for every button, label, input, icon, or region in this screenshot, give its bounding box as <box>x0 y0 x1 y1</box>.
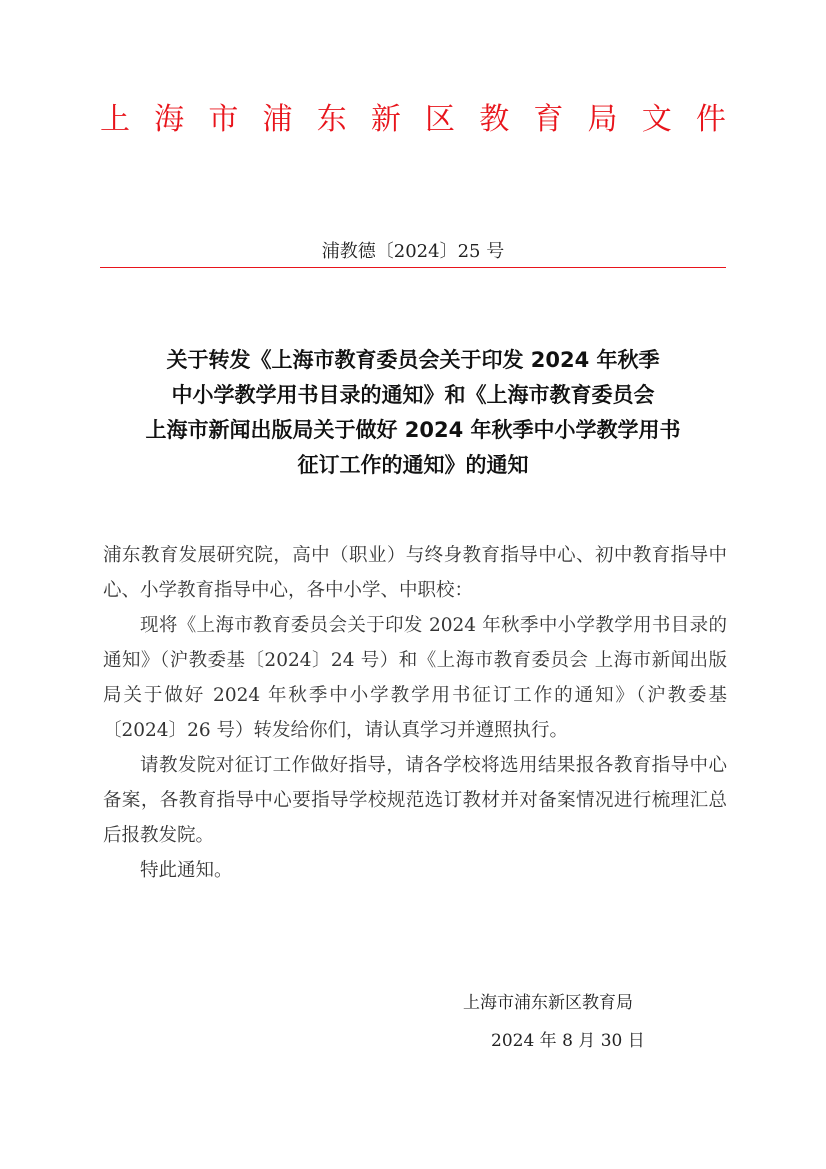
masthead-char: 教 <box>479 102 510 137</box>
masthead-char: 上 <box>100 102 130 137</box>
masthead-char: 海 <box>154 102 185 137</box>
signature-date: 2024 年 8 月 30 日 <box>491 1031 645 1051</box>
document-title <box>80 343 746 483</box>
addressee: 浦东教育发展研究院，高中（职业）与终身教育指导中心、初中教育指导中心、小学教育指导中心，各中小学、中职校： <box>103 545 727 601</box>
signature-organization: 上海市浦东新区教育局 <box>463 993 633 1013</box>
masthead-char: 育 <box>533 102 564 137</box>
title-line: 关于转发《上海市教育委员会关于印发 2024 年秋季 <box>166 348 660 372</box>
masthead-char: 东 <box>316 102 347 137</box>
masthead-char: 市 <box>208 102 239 137</box>
title-line: 上海市新闻出版局关于做好 2024 年秋季中小学教学用书 <box>145 418 681 442</box>
document-body <box>103 538 727 888</box>
closing-remark: 特此通知。 <box>140 860 233 881</box>
body-paragraph: 现将《上海市教育委员会关于印发 2024 年秋季中小学教学用书目录的通知》（沪教委基〔2024〕24 号）和《上海市教育委员会 上海市新闻出版局关于做好 2024 年秋季中小学教学用书征订工作的通知》（沪教委基〔2024〕26 号）转发给你们，请认真学习并遵照执行。 <box>103 615 727 741</box>
body-paragraph: 请教发院对征订工作做好指导，请各学校将选用结果报各教育指导中心备案，各教育指导中心要指导学校规范选订教材并对备案情况进行梳理汇总后报教发院。 <box>103 755 727 846</box>
document-masthead <box>100 100 726 140</box>
document-number: 浦教德〔2024〕25 号 <box>321 241 505 262</box>
masthead-char: 新 <box>370 102 401 137</box>
masthead-char: 区 <box>425 102 456 137</box>
masthead-char: 文 <box>641 102 672 137</box>
masthead-char: 件 <box>695 102 726 137</box>
masthead-char: 浦 <box>262 102 293 137</box>
red-divider-line <box>100 267 726 268</box>
title-line: 征订工作的通知》的通知 <box>297 453 529 477</box>
masthead-char: 局 <box>587 102 618 137</box>
title-line: 中小学教学用书目录的通知》和《上海市教育委员会 <box>171 383 655 407</box>
